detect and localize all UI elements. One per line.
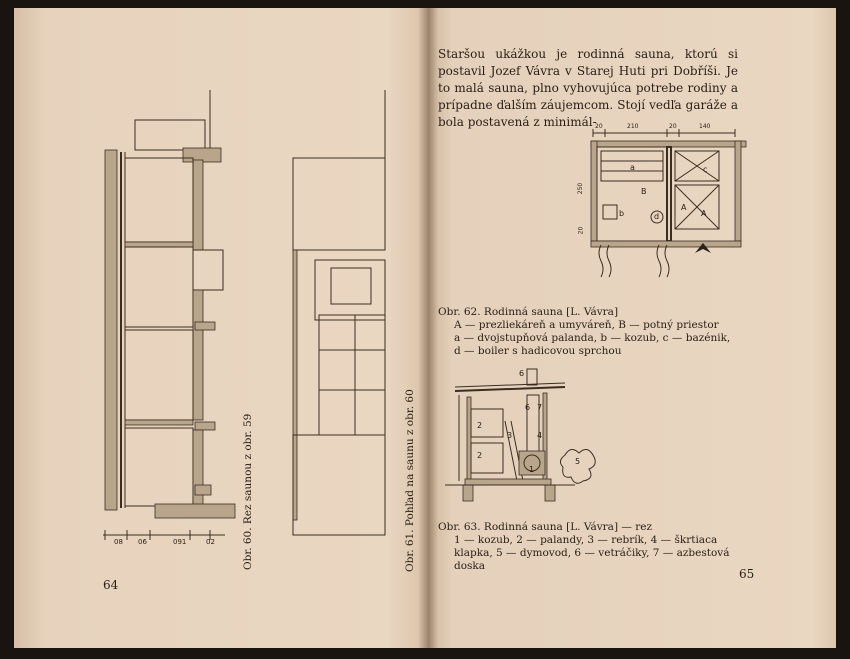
page-number-left: 64 [103,578,119,592]
plan-label: d [654,212,660,221]
plan-label: b [619,209,625,218]
figure-63-caption [438,521,748,573]
dim-label: 140 [699,123,711,130]
plan-label: a [630,163,635,172]
section-label: 1 [529,465,535,474]
plan-label: B [641,187,647,196]
figure-63-caption-line: klapka, 5 — dymovod, 6 — vetráčiky, 7 — azbestová [454,547,730,559]
figure-61-elevation-drawing [285,90,405,560]
figure-62-caption-line: a — dvojstupňová palanda, b — kozub, c — bazénik, [454,332,731,344]
section-label: 3 [507,431,513,440]
figure-63-caption-line: doska [454,560,486,572]
figure-60-caption: Obr. 60. Rez saunou z obr. 59 [242,413,254,570]
dim-label: 08 [114,538,123,546]
section-label: 6 [525,403,531,412]
figure-62-caption-line: d — boiler s hadicovou sprchou [454,345,622,357]
dim-label: 06 [138,538,147,546]
dim-label: 210 [627,123,639,130]
dim-label: 250 [577,182,585,195]
section-label: 4 [537,431,543,440]
figure-62-caption-line: A — prezliekáreň a umyváreň, B — potný priestor [454,319,719,331]
section-label: 6 [519,369,525,378]
plan-label: A [681,203,687,212]
plan-label: A [701,209,707,218]
figure-63-caption-title: Obr. 63. Rodinná sauna [L. Vávra] — rez [438,521,652,533]
figure-62-labels [575,125,750,285]
figure-63-caption-line: 1 — kozub, 2 — palandy, 3 — rebrík, 4 — škrtiaca [454,534,718,546]
book-gutter [418,8,438,648]
page-number-right: 65 [739,567,755,581]
figure-61-caption: Obr. 61. Pohľad na saunu z obr. 60 [404,389,416,572]
section-label: 5 [575,457,581,466]
section-label: 2 [477,421,483,430]
section-label: 7 [537,403,543,412]
figure-63-labels [445,365,615,515]
dim-label: 20 [577,226,585,235]
body-paragraph: Staršou ukážkou je rodinná sauna, ktorú si postavil Jozef Vávra v Starej Huti pri Dobříši. Je to malá sauna, plno vyhovujúca potrebe rodiny a prípadne ďalším záujemcom. Stojí vedľa garáže a bola postavená z minimál- [438,47,738,129]
figure-60-section-drawing [95,90,245,560]
dim-label: 20 [595,123,603,130]
section-label: 2 [477,451,483,460]
plan-label: c [703,165,708,174]
figure-62-caption [438,306,748,358]
dim-label: 091 [173,538,187,546]
dim-label: 20 [669,123,677,130]
dim-label: 02 [206,538,215,546]
figure-62-caption-title: Obr. 62. Rodinná sauna [L. Vávra] [438,306,619,318]
